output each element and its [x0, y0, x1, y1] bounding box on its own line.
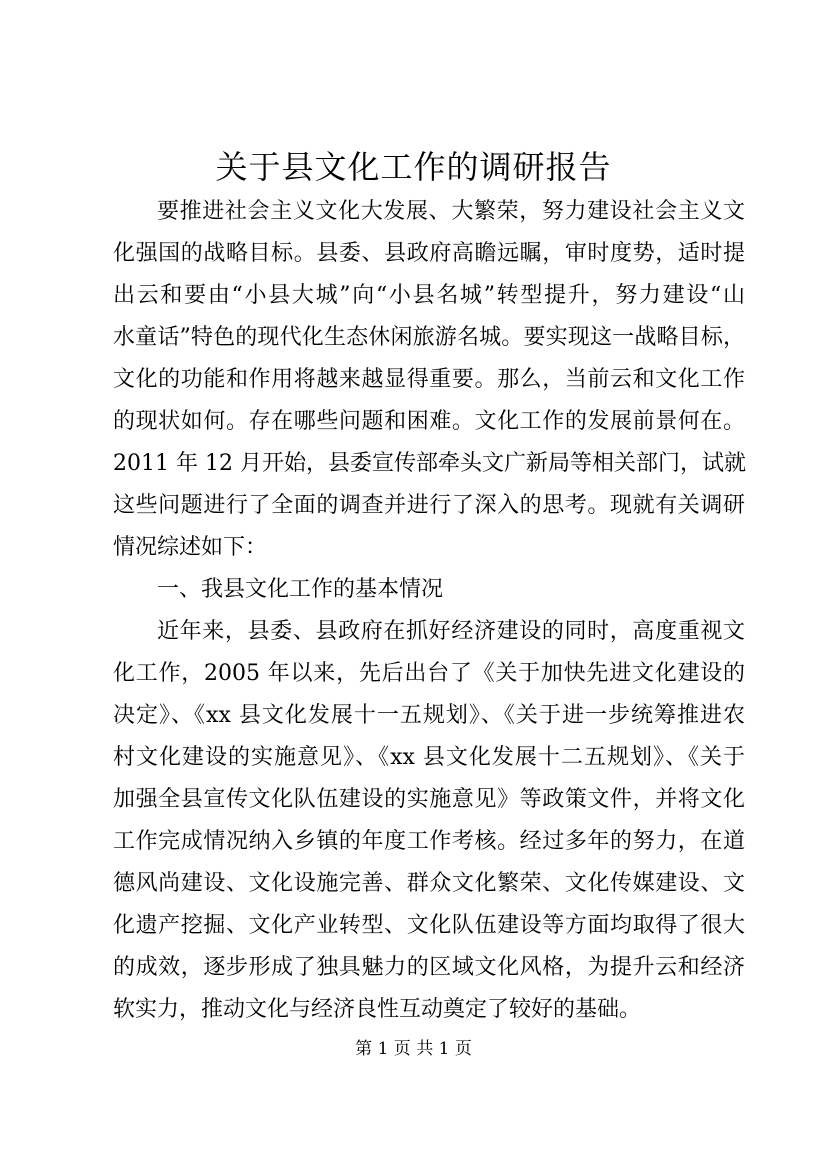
text-line: 2011 年 12 月开始，县委宣传部牵头文广新局等相关部门，试就 [113, 451, 746, 476]
text-line: 的现状如何。存在哪些问题和困难。文化工作的发展前景何在。 [113, 409, 745, 434]
text-line: 要推进社会主义文化大发展、大繁荣，努力建设社会主义文 [157, 199, 745, 224]
text-line: 化强国的战略目标。县委、县政府高瞻远瞩，审时度势，适时提 [113, 241, 745, 266]
page-footer: 第 1 页 共 1 页 [355, 1039, 472, 1059]
text-line: 德风尚建设、文化设施完善、群众文化繁荣、文化传媒建设、文 [113, 871, 745, 896]
text-line: 一、我县文化工作的基本情况 [157, 577, 444, 602]
text-line: 水童话”特色的现代化生态休闲旅游名城。要实现这一战略目标， [113, 325, 745, 350]
text-line: 这些问题进行了全面的调查并进行了深入的思考。现就有关调研 [113, 493, 745, 518]
document-body [113, 191, 745, 1031]
text-line: 化工作，2005 年以来，先后出台了《关于加快先进文化建设的 [113, 661, 745, 686]
text-line: 情况综述如下： [113, 535, 268, 560]
text-line: 化遗产挖掘、文化产业转型、文化队伍建设等方面均取得了很大 [113, 913, 745, 938]
text-line: 的成效，逐步形成了独具魅力的区域文化风格，为提升云和经济 [113, 955, 745, 980]
text-line: 出云和要由“小县大城”向“小县名城”转型提升，努力建设“山 [113, 283, 745, 308]
text-line: 近年来，县委、县政府在抓好经济建设的同时，高度重视文 [157, 619, 745, 644]
text-line: 加强全县宣传文化队伍建设的实施意见》等政策文件，并将文化 [113, 787, 745, 812]
document-title: 关于县文化工作的调研报告 [215, 148, 612, 186]
text-line: 工作完成情况纳入乡镇的年度工作考核。经过多年的努力，在道 [113, 829, 745, 854]
text-line: 软实力，推动文化与经济良性互动奠定了较好的基础。 [113, 997, 642, 1022]
text-line: 村文化建设的实施意见》、《xx 县文化发展十二五规划》、《关于 [113, 745, 745, 770]
text-line: 决定》、《xx 县文化发展十一五规划》、《关于进一步统筹推进农 [113, 703, 745, 728]
text-line: 文化的功能和作用将越来越显得重要。那么，当前云和文化工作 [113, 367, 745, 392]
